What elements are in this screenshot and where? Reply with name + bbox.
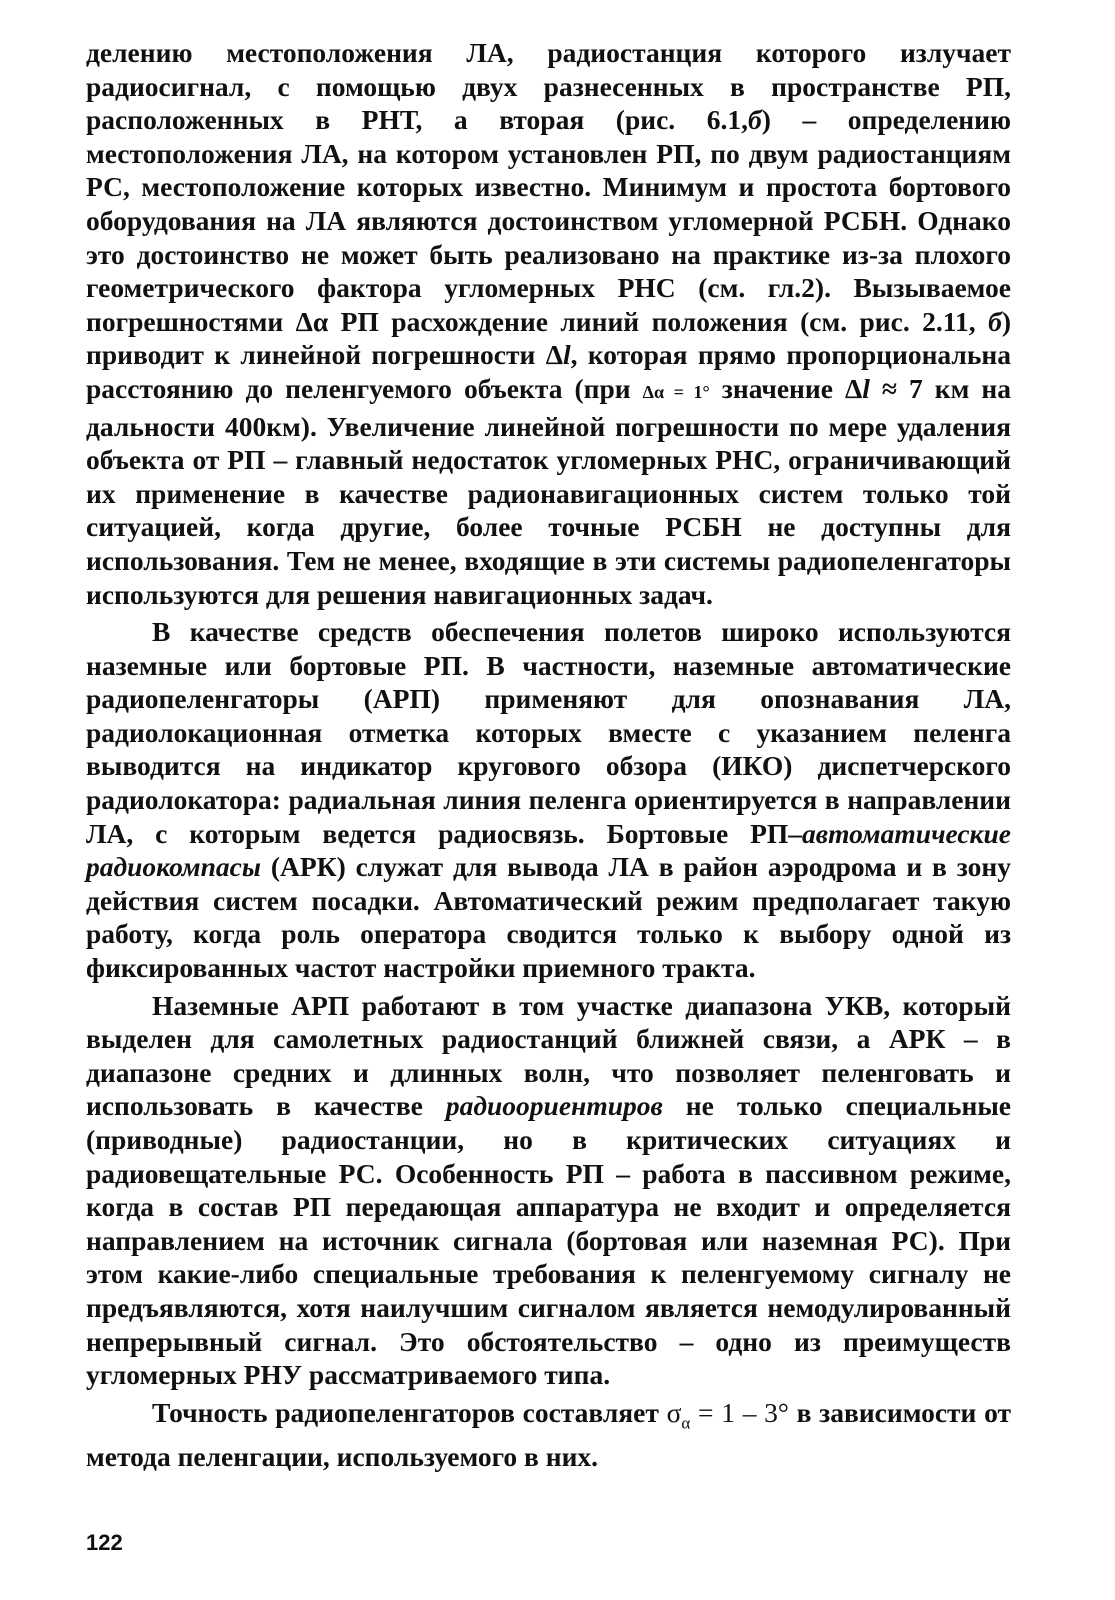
text-run: не только специальные (приводные) радиостанции, но в критических ситуациях и радиовещательные РС. Особенность РП – работа в пассивном режиме, когда в состав РП передающая аппаратура не входит и определяется направлением на источник сигнала (бортовая или наземная РС). При этом какие-либо специальные требования к пеленгуемому сигналу не предъявляются, хотя наилучшим сигналом является немодулированный непрерывный сигнал. Это обстоятельство – одно из преимуществ угломерных РНУ рассматриваемого типа. (86, 1090, 1011, 1391)
text-run: значение Δ (709, 372, 863, 404)
text-run: делению местоположения ЛА, радиостанция которого излучает радиосигнал, с помощью двух разнесенных в пространстве РП, расположенных в РНТ, а вторая (рис. 6.1, (86, 37, 1011, 136)
inline-formula: Δα = 1° (642, 381, 710, 402)
paragraph-4 (86, 1396, 1011, 1474)
document-page (86, 36, 1011, 1566)
paragraph-3 (86, 989, 1011, 1392)
text-run: в зависимости от метода пеленгации, используемого в них. (86, 1396, 1011, 1472)
text-run: ) приводит к линейной погрешности Δ (86, 305, 1011, 371)
term-italic: автоматические радиокомпасы (86, 817, 1011, 883)
text-run: ) – определению местоположения ЛА, на котором установлен РП, по двум радиостанциям РС, местоположение которых известно. Минимум и простота бортового оборудования на ЛА являются достоинством угломерной РСБН. Однако это достоинство не может быть реализовано на практике из-за плохого геометрического фактора угломерных РНС (см. гл.2). Вызываемое погрешностями Δα РП расхождение линий положения (см. рис. 2.11, (86, 104, 1011, 337)
paragraph-2 (86, 615, 1011, 985)
alpha-subscript: α (681, 1413, 691, 1433)
sigma-symbol: σ (666, 1396, 682, 1428)
formula-value: = 1 – 3° (690, 1396, 789, 1428)
figure-ref-italic: б (988, 305, 1002, 337)
inline-formula (666, 1396, 789, 1433)
text-run: (АРК) служат для вывода ЛА в район аэродрома и в зону действия систем посадки. Автоматический режим предполагает такую работу, когда роль оператора сводится только к выбору одной из фиксированных частот настройки приемного тракта. (86, 851, 1011, 984)
term-italic: радиоориентиров (445, 1090, 663, 1122)
variable-italic: l (562, 339, 571, 371)
text-run: ≈ 7 км на дальности 400км). Увеличение линейной погрешности по мере удаления объекта от РП – главный недостаток угломерных РНС, ограничивающий их применение в качестве радионавигационных систем только той ситуацией, когда другие, более точные РСБН не доступны для использования. Тем не менее, входящие в эти системы радиопеленгаторы используются для решения навигационных задач. (86, 372, 1012, 610)
text-run: , которая прямо пропорциональна расстоянию до пеленгуемого объекта (при (86, 339, 1011, 404)
figure-ref-italic: б (748, 104, 762, 136)
text-run: Точность радиопеленгаторов составляет (152, 1396, 667, 1428)
variable-italic: l (862, 372, 870, 404)
page-number: 122 (86, 1530, 123, 1555)
paragraph-1 (86, 36, 1011, 611)
text-run: Наземные АРП работают в том участке диапазона УКВ, который выделен для самолетных радиостанций ближней связи, а АРК – в диапазоне средних и длинных волн, что позволяет пеленговать и использовать в качестве (86, 989, 1011, 1122)
text-run: В качестве средств обеспечения полетов широко используются наземные или бортовые РП. В частности, наземные автоматические радиопеленгаторы (АРП) применяют для опознавания ЛА, радиолокационная отметка которых вместе с указанием пеленга выводится на индикатор кругового обзора (ИКО) диспетчерского радиолокатора: радиальная линия пеленга ориентируется в направлении ЛА, с которым ведется радиосвязь. Бортовые РП– (86, 616, 1011, 849)
